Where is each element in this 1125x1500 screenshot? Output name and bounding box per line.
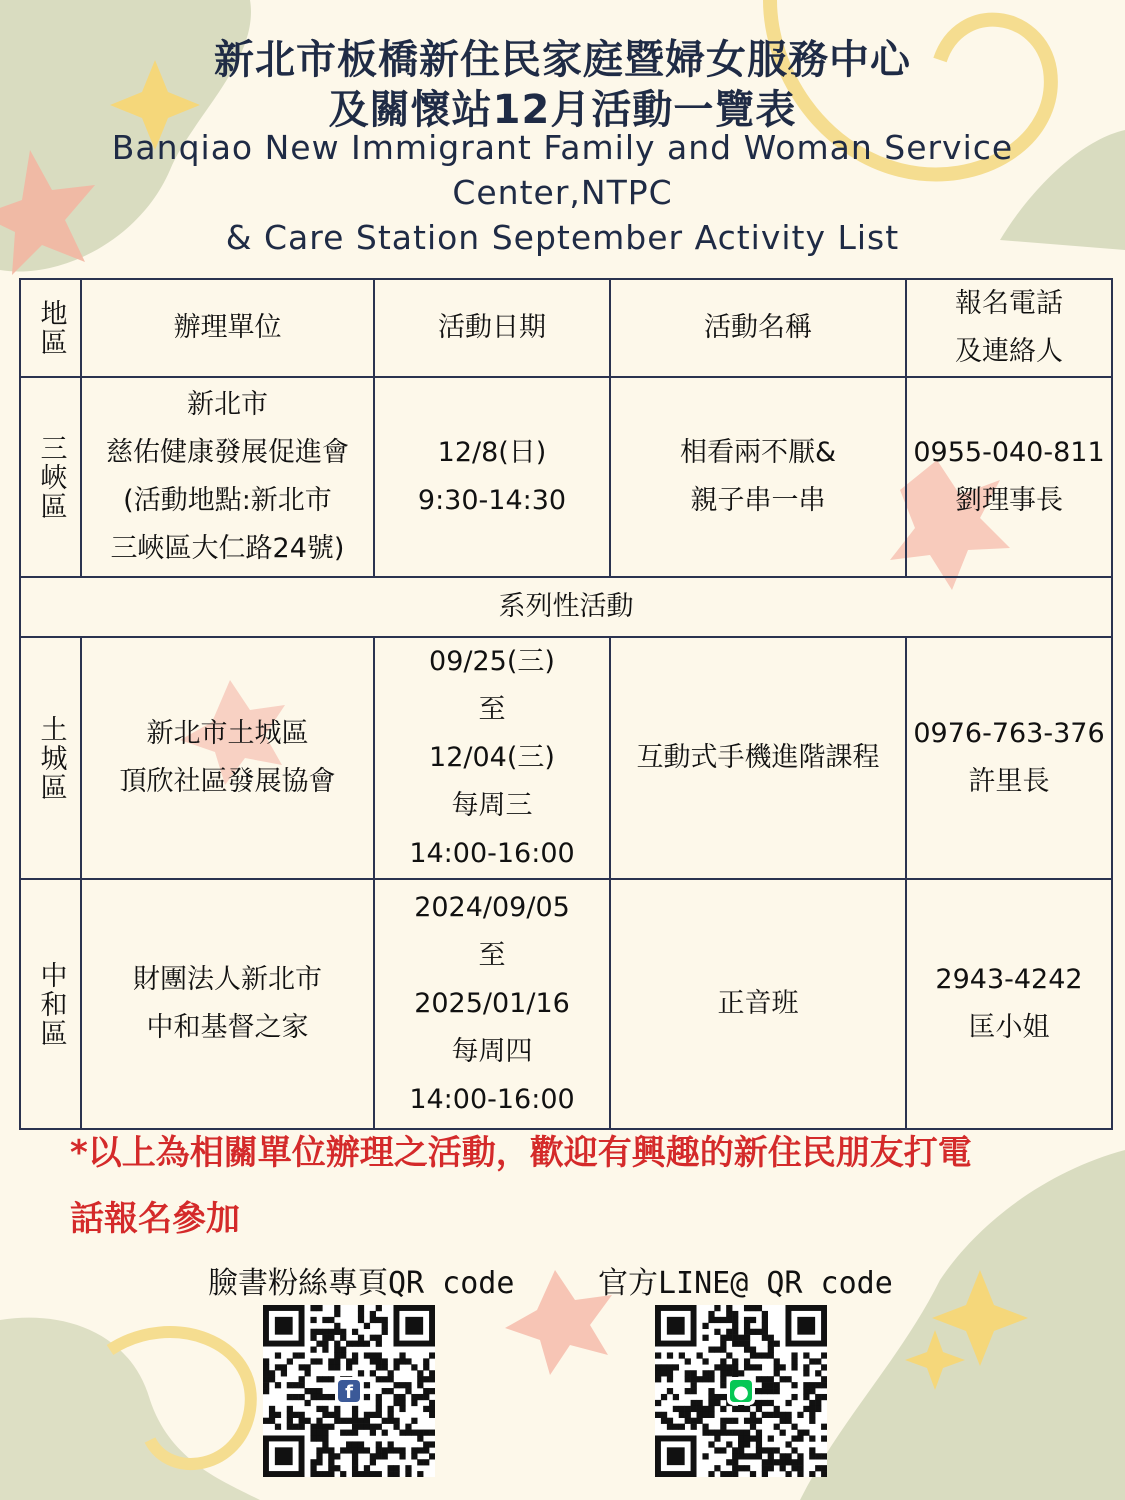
table-row: [20, 879, 1112, 1129]
contact-cell: 0955-040-811 劉理事長: [906, 377, 1112, 577]
table-row: [20, 637, 1112, 879]
facebook-qr-code[interactable]: [263, 1305, 435, 1477]
line-qr-code[interactable]: [655, 1305, 827, 1477]
svg-text:f: f: [345, 1382, 353, 1403]
activity-name-cell: 相看兩不厭& 親子串一串: [610, 377, 906, 577]
signup-note: *以上為相關單位辦理之活動，歡迎有興趣的新住民朋友打電 話報名參加: [70, 1133, 972, 1239]
organizer-cell: 新北市土城區 頂欣社區發展協會: [81, 637, 374, 879]
facebook-qr-label: 臉書粉絲專頁QR code: [208, 1266, 515, 1301]
district-cell: 三峽區: [20, 377, 81, 577]
header-contact: 報名電話 及連絡人: [906, 279, 1112, 377]
date-cell: 09/25(三) 至 12/04(三) 每周三 14:00-16:00: [374, 637, 610, 879]
organizer-cell: 財團法人新北市 中和基督之家: [81, 879, 374, 1129]
svg-text:●: ●: [733, 1382, 749, 1403]
title-en-line-3: & Care Station September Activity List: [225, 218, 900, 257]
line-icon: [727, 1377, 755, 1405]
series-label: 系列性活動: [20, 577, 1112, 637]
contact-cell: 0976-763-376 許里長: [906, 637, 1112, 879]
header-organizer: 辦理單位: [81, 279, 374, 377]
organizer-cell: 新北市 慈佑健康發展促進會 (活動地點:新北市 三峽區大仁路24號): [81, 377, 374, 577]
line-qr-label: 官方LINE@ QR code: [598, 1266, 893, 1301]
district-cell: 土城區: [20, 637, 81, 879]
title-en-line-1: Banqiao New Immigrant Family and Woman Service: [111, 128, 1014, 167]
activity-table: [19, 278, 1113, 1130]
header-district: 地區: [20, 279, 81, 377]
title-en-line-2: Center,NTPC: [452, 173, 673, 212]
table-row: [20, 377, 1112, 577]
header-date: 活動日期: [374, 279, 610, 377]
series-row: [20, 577, 1112, 637]
activity-name-cell: 正音班: [610, 879, 906, 1129]
contact-cell: 2943-4242 匡小姐: [906, 879, 1112, 1129]
activity-name-cell: 互動式手機進階課程: [610, 637, 906, 879]
table-header-row: [20, 279, 1112, 377]
facebook-icon: [335, 1377, 363, 1405]
date-cell: 12/8(日) 9:30-14:30: [374, 377, 610, 577]
title-line-2: 及關懷站12月活動一覽表: [328, 87, 797, 133]
header-activity-name: 活動名稱: [610, 279, 906, 377]
date-cell: 2024/09/05 至 2025/01/16 每周四 14:00-16:00: [374, 879, 610, 1129]
district-cell: 中和區: [20, 879, 81, 1129]
title-line-1: 新北市板橋新住民家庭暨婦女服務中心: [214, 37, 911, 83]
